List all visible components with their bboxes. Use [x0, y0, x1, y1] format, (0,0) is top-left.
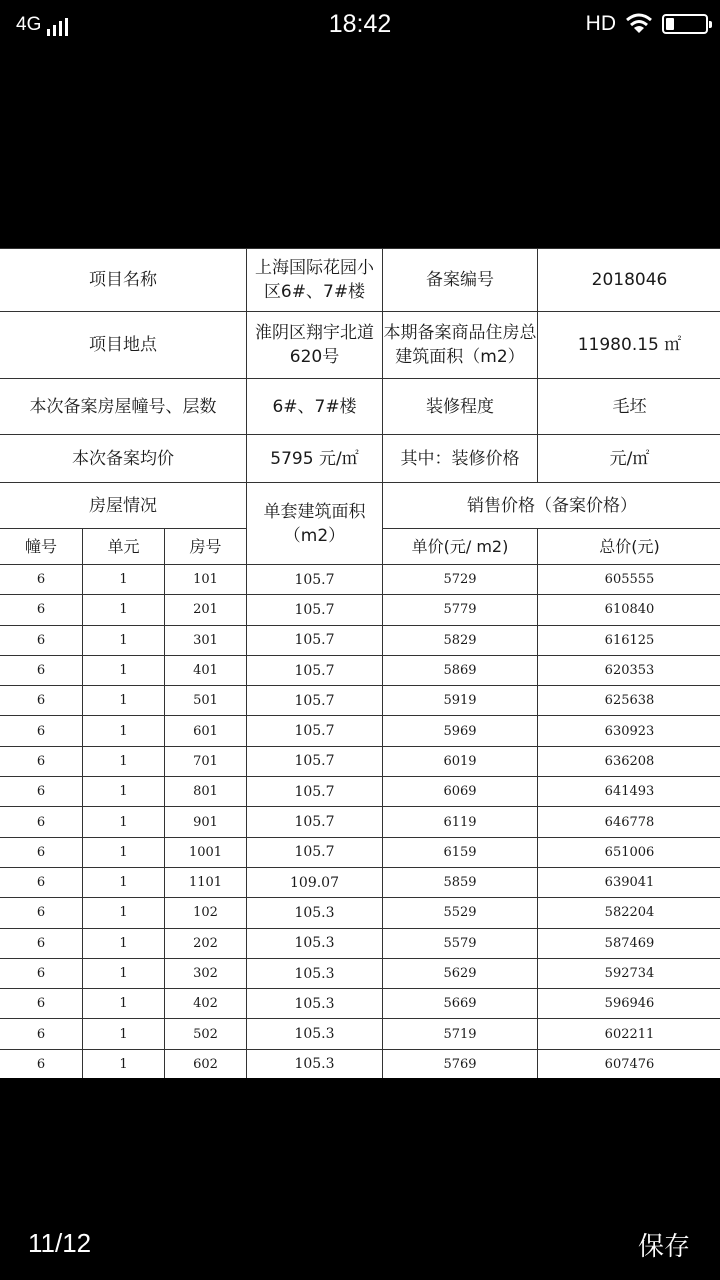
- building-cell: 6: [0, 837, 83, 867]
- sale-price-label: 销售价格（备案价格）: [383, 483, 720, 529]
- network-type: 4G: [16, 14, 42, 35]
- building-cell: 6: [0, 1049, 83, 1078]
- project-name-value: 上海国际花园小区6#、7#楼: [247, 249, 383, 312]
- unit-cell: 1: [83, 1049, 165, 1078]
- unit-price-cell: 5919: [383, 686, 538, 716]
- filing-table: [0, 248, 720, 1078]
- building-cell: 6: [0, 686, 83, 716]
- status-bar: [0, 0, 720, 52]
- avg-price-label: 本次备案均价: [0, 435, 247, 483]
- building-floors-label: 本次备案房屋幢号、层数: [0, 379, 247, 435]
- area-cell: 105.7: [247, 746, 383, 776]
- building-floors-value: 6#、7#楼: [247, 379, 383, 435]
- table-row: [0, 1049, 720, 1078]
- unit-cell: 1: [83, 958, 165, 988]
- building-cell: 6: [0, 807, 83, 837]
- table-row: [0, 837, 720, 867]
- document-photo: [0, 248, 720, 1078]
- unit-cell: 1: [83, 928, 165, 958]
- area-cell: 109.07: [247, 867, 383, 897]
- table-row: [0, 716, 720, 746]
- room-cell: 301: [165, 625, 247, 655]
- table-row: [0, 625, 720, 655]
- room-cell: 302: [165, 958, 247, 988]
- unit-price-cell: 5579: [383, 928, 538, 958]
- unit-cell: 1: [83, 746, 165, 776]
- total-price-cell: 630923: [538, 716, 720, 746]
- area-cell: 105.7: [247, 837, 383, 867]
- area-cell: 105.3: [247, 898, 383, 928]
- area-cell: 105.3: [247, 1049, 383, 1078]
- building-cell: 6: [0, 1019, 83, 1049]
- table-row: [0, 928, 720, 958]
- table-row: [0, 686, 720, 716]
- unit-price-cell: 5529: [383, 898, 538, 928]
- total-price-cell: 646778: [538, 807, 720, 837]
- unit-cell: 1: [83, 898, 165, 928]
- total-price-cell: 610840: [538, 595, 720, 625]
- unit-price-cell: 5969: [383, 716, 538, 746]
- area-cell: 105.7: [247, 565, 383, 595]
- building-cell: 6: [0, 777, 83, 807]
- total-price-cell: 592734: [538, 958, 720, 988]
- unit-price-cell: 5859: [383, 867, 538, 897]
- table-row: [0, 746, 720, 776]
- building-cell: 6: [0, 655, 83, 685]
- location-value: 淮阴区翔宇北道620号: [247, 312, 383, 379]
- unit-price-cell: 5769: [383, 1049, 538, 1078]
- unit-price-cell: 5719: [383, 1019, 538, 1049]
- room-cell: 501: [165, 686, 247, 716]
- unit-cell: 1: [83, 1019, 165, 1049]
- building-cell: 6: [0, 898, 83, 928]
- room-cell: 401: [165, 655, 247, 685]
- total-price-cell: 651006: [538, 837, 720, 867]
- table-row: [0, 655, 720, 685]
- table-row: [0, 1019, 720, 1049]
- unit-cell: 1: [83, 989, 165, 1019]
- building-cell: 6: [0, 565, 83, 595]
- unit-area-label: 单套建筑面积（m2）: [247, 483, 383, 565]
- unit-cell: 1: [83, 777, 165, 807]
- building-cell: 6: [0, 867, 83, 897]
- project-name-label: 项目名称: [0, 249, 247, 312]
- area-cell: 105.3: [247, 928, 383, 958]
- area-cell: 105.7: [247, 777, 383, 807]
- room-cell: 1001: [165, 837, 247, 867]
- table-row: [0, 867, 720, 897]
- room-cell: 901: [165, 807, 247, 837]
- area-cell: 105.7: [247, 625, 383, 655]
- unit-price-cell: 6019: [383, 746, 538, 776]
- total-price-cell: 602211: [538, 1019, 720, 1049]
- unit-price-cell: 5729: [383, 565, 538, 595]
- table-row: [0, 595, 720, 625]
- unit-cell: 1: [83, 625, 165, 655]
- room-cell: 202: [165, 928, 247, 958]
- total-price-cell: 596946: [538, 989, 720, 1019]
- total-price-cell: 587469: [538, 928, 720, 958]
- total-price-cell: 607476: [538, 1049, 720, 1078]
- room-cell: 602: [165, 1049, 247, 1078]
- house-info-label: 房屋情况: [0, 483, 247, 529]
- status-time: 18:42: [328, 10, 392, 38]
- unit-cell: 1: [83, 565, 165, 595]
- building-cell: 6: [0, 716, 83, 746]
- building-cell: 6: [0, 746, 83, 776]
- total-price-cell: 625638: [538, 686, 720, 716]
- unit-cell: 1: [83, 686, 165, 716]
- save-button[interactable]: 保存: [637, 1232, 690, 1262]
- room-cell: 402: [165, 989, 247, 1019]
- area-cell: 105.3: [247, 958, 383, 988]
- table-rows: [0, 565, 720, 1079]
- avg-price-value: 5795 元/㎡: [247, 435, 383, 483]
- total-price-cell: 636208: [538, 746, 720, 776]
- unit-price-cell: 6119: [383, 807, 538, 837]
- room-cell: 701: [165, 746, 247, 776]
- unit-cell: 1: [83, 595, 165, 625]
- total-price-cell: 616125: [538, 625, 720, 655]
- building-cell: 6: [0, 928, 83, 958]
- table-row: [0, 989, 720, 1019]
- page-indicator: 11/12: [28, 1228, 92, 1258]
- battery-icon: [662, 14, 708, 34]
- decoration-price-value: 元/㎡: [538, 435, 720, 483]
- hd-indicator: HD: [585, 12, 616, 35]
- bottom-bar: [0, 1210, 720, 1280]
- total-price-cell: 620353: [538, 655, 720, 685]
- building-cell: 6: [0, 958, 83, 988]
- table-row: [0, 565, 720, 595]
- total-price-cell: 639041: [538, 867, 720, 897]
- building-cell: 6: [0, 595, 83, 625]
- col-total-price: 总价(元): [538, 529, 720, 565]
- unit-cell: 1: [83, 867, 165, 897]
- unit-cell: 1: [83, 837, 165, 867]
- building-cell: 6: [0, 625, 83, 655]
- unit-price-cell: 5829: [383, 625, 538, 655]
- col-unit: 单元: [83, 529, 165, 565]
- area-cell: 105.7: [247, 595, 383, 625]
- table-row: [0, 807, 720, 837]
- total-area-label: 本期备案商品住房总建筑面积（m2）: [383, 312, 538, 379]
- unit-price-cell: 5779: [383, 595, 538, 625]
- col-unit-price: 单价(元/ m2): [383, 529, 538, 565]
- area-cell: 105.3: [247, 989, 383, 1019]
- area-cell: 105.7: [247, 716, 383, 746]
- unit-price-cell: 6069: [383, 777, 538, 807]
- room-cell: 601: [165, 716, 247, 746]
- decoration-price-label: 其中：装修价格: [383, 435, 538, 483]
- unit-cell: 1: [83, 807, 165, 837]
- total-price-cell: 641493: [538, 777, 720, 807]
- table-row: [0, 777, 720, 807]
- room-cell: 102: [165, 898, 247, 928]
- area-cell: 105.7: [247, 655, 383, 685]
- unit-price-cell: 5629: [383, 958, 538, 988]
- unit-price-cell: 5669: [383, 989, 538, 1019]
- table-row: [0, 958, 720, 988]
- room-cell: 502: [165, 1019, 247, 1049]
- total-area-value: 11980.15 ㎡: [538, 312, 720, 379]
- unit-price-cell: 6159: [383, 837, 538, 867]
- room-cell: 201: [165, 595, 247, 625]
- unit-price-cell: 5869: [383, 655, 538, 685]
- status-right: [586, 12, 708, 36]
- total-price-cell: 582204: [538, 898, 720, 928]
- location-label: 项目地点: [0, 312, 247, 379]
- area-cell: 105.7: [247, 686, 383, 716]
- area-cell: 105.3: [247, 1019, 383, 1049]
- room-cell: 1101: [165, 867, 247, 897]
- table-row: [0, 898, 720, 928]
- wifi-icon: [626, 13, 652, 35]
- record-no-value: 2018046: [538, 249, 720, 312]
- decoration-value: 毛坯: [538, 379, 720, 435]
- room-cell: 101: [165, 565, 247, 595]
- unit-cell: 1: [83, 655, 165, 685]
- col-room: 房号: [165, 529, 247, 565]
- area-cell: 105.7: [247, 807, 383, 837]
- room-cell: 801: [165, 777, 247, 807]
- decoration-label: 装修程度: [383, 379, 538, 435]
- record-no-label: 备案编号: [383, 249, 538, 312]
- building-cell: 6: [0, 989, 83, 1019]
- unit-cell: 1: [83, 716, 165, 746]
- total-price-cell: 605555: [538, 565, 720, 595]
- col-building: 幢号: [0, 529, 83, 565]
